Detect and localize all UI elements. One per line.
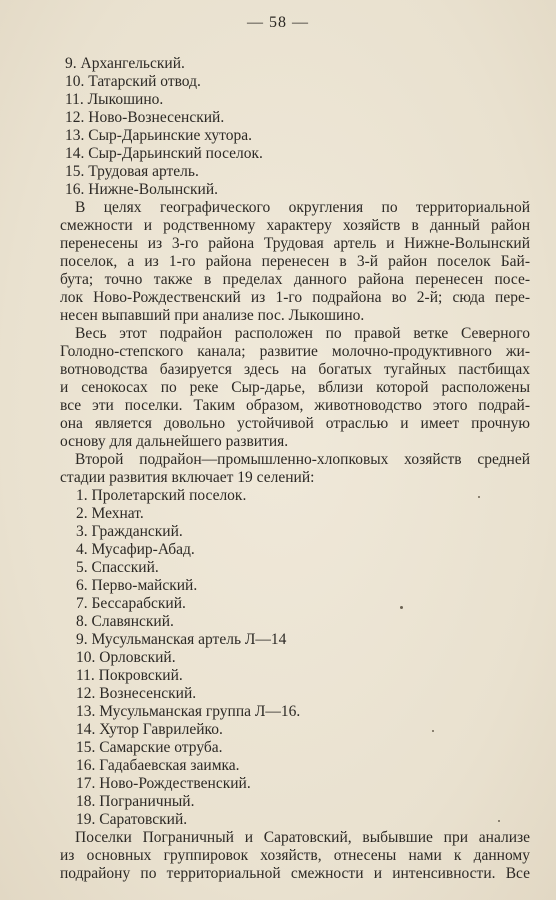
list-item: 16. Гадабаевская заимка. [76,757,240,774]
paragraph-line: перенесены из 3-го района Трудовая артель и Нижне-Волынский [60,235,530,252]
list-item: 1. Пролетарский поселок. [76,487,247,504]
list-item: 12. Вознесенский. [76,685,197,702]
paragraph-line: В целях географического округления по территориальной [75,199,530,216]
paragraph-line: поселок, а из 1-го района перенесен в 3-й район поселок Бай- [60,253,530,270]
paper-speck [400,606,403,609]
paragraph-line: и сенокосах по реке Сыр-дарье, вблизи которой расположены [60,379,530,396]
paragraph-line: все эти поселки. Таким образом, животноводство этого подрай- [60,397,530,414]
list-item: 10. Татарский отвод. [65,73,201,90]
paper-speck [498,820,500,822]
list-item: 19. Саратовский. [76,811,188,828]
paragraph-line: вотноводства базируется здесь на богатых тугайных пастбищах [60,361,530,378]
list-item: 2. Мехнат. [76,505,144,522]
paragraph-line: подрайону по территориальной смежности и интенсивности. Все [60,865,530,882]
list-item: 10. Орловский. [76,649,176,666]
paper-speck [478,496,480,498]
paragraph-line: стадии развития включает 19 селений: [60,469,315,486]
list-item: 9. Мусульманская артель Л—14 [76,631,287,648]
paragraph-line: Голодно-степского канала; развитие молочно-продуктивного жи- [60,343,530,360]
list-item: 18. Пограничный. [76,793,195,810]
list-item: 5. Спасский. [76,559,159,576]
list-item: 15. Трудовая артель. [65,163,199,180]
list-item: 6. Перво-майский. [76,577,198,594]
list-item: 13. Сыр-Дарьинские хутора. [65,127,252,144]
paragraph-line: Поселки Пограничный и Саратовский, выбывшие при анализе [75,829,530,846]
list-item: 3. Гражданский. [76,523,183,540]
list-item: 13. Мусульманская группа Л—16. [76,703,301,720]
paragraph-line: она является довольно устойчивой отраслью и имеет прочную [60,415,530,432]
list-item: 16. Нижне-Волынский. [65,181,218,198]
page-number: — 58 — [247,14,309,31]
paper-speck [432,730,434,732]
list-item: 8. Славянский. [76,613,174,630]
list-item: 14. Сыр-Дарьинский поселок. [65,145,263,162]
paragraph-line: из основных группировок хозяйств, отнесены нами к данному [60,847,530,864]
list-item: 17. Ново-Рождественский. [76,775,251,792]
list-item: 4. Мусафир-Абад. [76,541,195,558]
paragraph-line: Весь этот подрайон расположен по правой ветке Северного [75,325,530,342]
paragraph-line: Второй подрайон—промышленно-хлопковых хозяйств средней [75,451,530,468]
paragraph-line: лок Ново-Рождественский из 1-го подрайона во 2-й; сюда пере- [60,289,530,306]
list-item: 14. Хутор Гаврилейко. [76,721,223,738]
list-item: 9. Архангельский. [65,55,185,72]
list-item: 11. Лыкошино. [65,91,164,108]
paragraph-line: несен выпавший при анализе пос. Лыкошино. [60,307,365,324]
list-item: 7. Бессарабский. [76,595,186,612]
paragraph-line: смежности и родственному характеру хозяйств в данный район [60,217,530,234]
list-item: 11. Покровский. [76,667,183,684]
list-item: 12. Ново-Вознесенский. [65,109,225,126]
paragraph-line: бута; точно также в пределах данного района перенесен посе- [60,271,530,288]
paragraph-line: основу для дальнейшего развития. [60,433,289,450]
list-item: 15. Самарские отруба. [76,739,223,756]
